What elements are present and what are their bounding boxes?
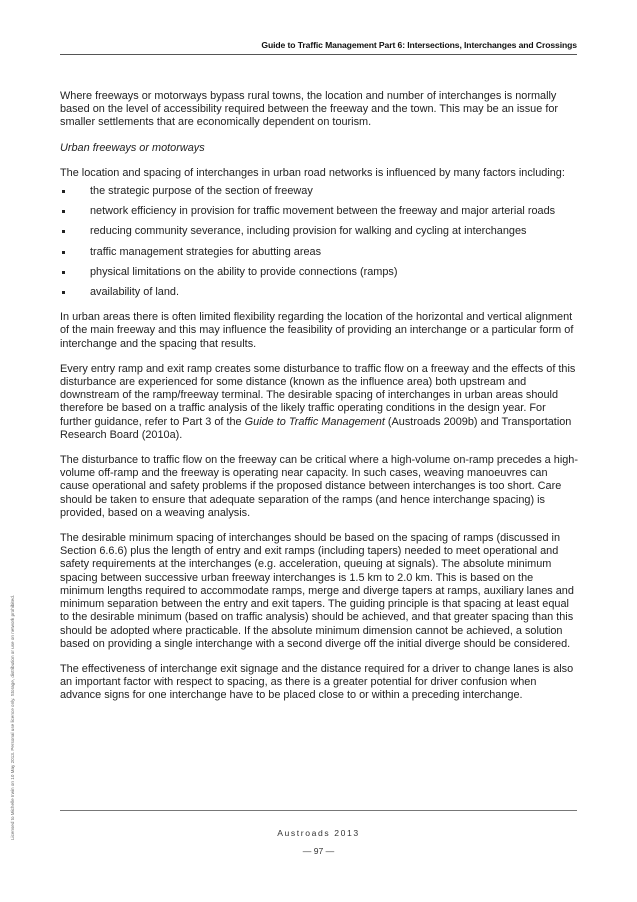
list-item bbox=[60, 205, 578, 218]
paragraph-urban-factors: The location and spacing of interchanges in urban road networks is influenced by many factors including: bbox=[60, 166, 565, 179]
paragraph-minimum-spacing: The desirable minimum spacing of interchanges should be based on the spacing of ramps (discussed in Section 6.6.6) plus the length of entry and exit ramps (including tapers) needed to meet operational and safety requirements at the interchanges (e.g. acceleration, queuing at signals). The absolute minimum spacing between successive urban freeway interchanges is 1.5 km to 2.0 km. This is based on the minimum lengths required to accommodate ramps, merge and diverge tapers at ramps, auxiliary lanes and minimum separation between the entry and exit tapers. The guiding principle is that spacing at least equal to the desirable minimum (based on traffic analysis) should be achieved, and that greater spacing than this should be adopted where practicable. If the absolute minimum dimension cannot be achieved, a solution based on providing a single interchange with a second diverge off the initial diverge should be considered. bbox=[60, 532, 574, 650]
list-item bbox=[60, 246, 578, 259]
list-item bbox=[60, 185, 578, 198]
paragraph-text: Every entry ramp and exit ramp creates some disturbance to traffic flow on a freeway and the effects of this disturbance are experienced for some distance (known as the influence area) both upstream and downstream of the ramp/freeway terminal. The desirable spacing of interchanges in urban areas should therefore be based on a traffic analysis of the likely traffic operating conditions in the design year. For further guidance, refer to Part 3 of the bbox=[60, 362, 576, 428]
list-item-text: reducing community severance, including provision for walking and cycling at interchanges bbox=[90, 225, 527, 238]
list-item-text: physical limitations on the ability to provide connections (ramps) bbox=[90, 265, 398, 278]
factors-list bbox=[60, 185, 578, 299]
bullet-icon bbox=[62, 210, 65, 213]
page-body bbox=[60, 90, 578, 715]
paragraph-alignment-flexibility: In urban areas there is often limited flexibility regarding the location of the horizontal and vertical alignment of the main freeway and this may influence the feasibility of providing an interchange or a particular form of interchange and the spacing that results. bbox=[60, 311, 574, 350]
paragraph-weaving: The disturbance to traffic flow on the freeway can be critical where a high-volume on-ramp precedes a high-volume off-ramp and the freeway is operating near capacity. In such cases, weaving manoeuvres can cause operational and safety problems if the proposed distance between interchanges is too short. Care should be taken to ensure that adequate separation of the ramps (and hence interchange spacing) is provided, based on a weaving analysis. bbox=[60, 454, 578, 519]
subheading-urban-freeways: Urban freeways or motorways bbox=[60, 141, 205, 154]
guide-reference-title: Guide to Traffic Management bbox=[244, 415, 385, 428]
bullet-icon bbox=[62, 230, 65, 233]
footer-divider bbox=[60, 810, 577, 811]
list-item bbox=[60, 225, 578, 238]
paragraph-rural-bypass: Where freeways or motorways bypass rural towns, the location and number of interchanges is normally based on the level of accessibility required between the freeway and the town. This may be an issue for smaller settlements that are economically dependent on tourism. bbox=[60, 90, 559, 129]
paragraph-text: (Austroads 2009b) and Transportation Research Board (2010a). bbox=[60, 415, 572, 441]
list-item-text: the strategic purpose of the section of freeway bbox=[90, 185, 313, 198]
page-number: — 97 — bbox=[302, 846, 335, 856]
bullet-icon bbox=[62, 271, 65, 274]
paragraph-ramp-disturbance bbox=[60, 363, 578, 442]
list-item-text: availability of land. bbox=[90, 286, 179, 299]
footer-publisher: Austroads 2013 bbox=[277, 828, 360, 838]
list-item bbox=[60, 286, 578, 299]
running-header: Guide to Traffic Management Part 6: Intersections, Interchanges and Crossings bbox=[261, 40, 577, 50]
list-item-text: traffic management strategies for abutting areas bbox=[90, 245, 322, 258]
paragraph-exit-signage: The effectiveness of interchange exit signage and the distance required for a driver to change lanes is also an important factor with respect to spacing, as there is a greater potential for driver confusion when advance signs for one interchange have to be placed close to or within a preceding interchange. bbox=[60, 662, 574, 702]
list-item-text: network efficiency in provision for traffic movement between the freeway and major arterial roads bbox=[90, 205, 556, 218]
list-item bbox=[60, 266, 578, 279]
bullet-icon bbox=[62, 190, 65, 193]
bullet-icon bbox=[62, 291, 65, 294]
bullet-icon bbox=[62, 251, 65, 254]
header-divider bbox=[60, 54, 577, 55]
